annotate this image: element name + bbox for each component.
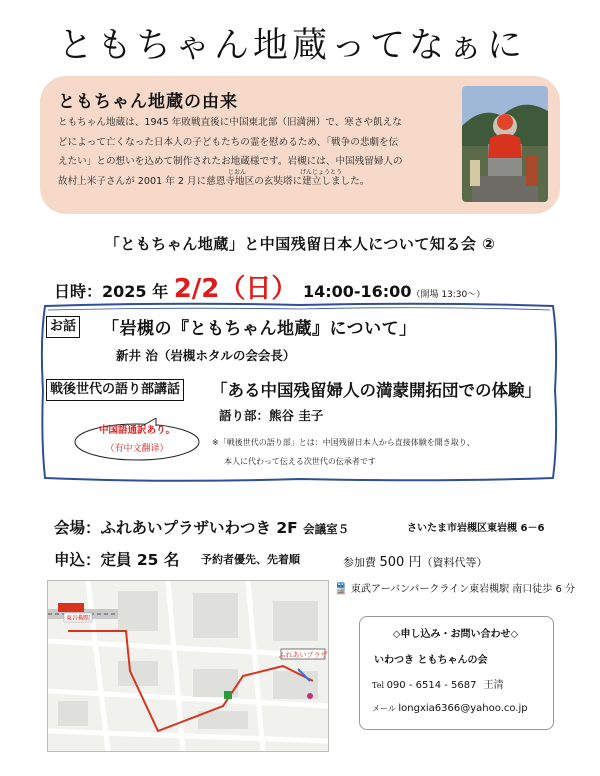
- origin-line: えたい」との想いを込めて制作されたお地蔵様です。岩槻には、中国残留婦人の: [58, 156, 403, 167]
- contact-org: いわつき ともちゃんの会: [374, 655, 488, 666]
- venue-address: さいたま市岩槻区東岩槻 6－6: [407, 523, 545, 534]
- talk1-speaker: 新井 治（岩槻ホタルの会会長）: [116, 348, 296, 363]
- talk2-speaker: 語り部：熊谷 圭子: [219, 408, 324, 423]
- train-icon: 🚆: [334, 582, 348, 595]
- map-station-label: 東岩槻駅: [65, 616, 91, 622]
- origin-line: ともちゃん地蔵は、1945 年敗戦直後に中国東北部（旧満洲）で、寒さや飢えな: [58, 117, 402, 128]
- fee: 参加費 500 円（資料代等）: [343, 555, 488, 570]
- interpretation-zh: （有中文翻译）: [105, 444, 169, 454]
- map-dest-label: ふれあいプラザ: [278, 652, 328, 659]
- origin-body: [58, 113, 462, 191]
- contact-tel: Tel 090 - 6514 - 5687 王清: [372, 680, 504, 691]
- badge-talk: お話: [46, 316, 80, 338]
- jizo-photo: [462, 86, 548, 202]
- doors-open: （開場 13:30～）: [411, 290, 486, 300]
- talk2-title: 「ある中国残留婦人の満蒙開拓団での体験」: [211, 381, 541, 400]
- event-date: 2/2（日）: [173, 274, 298, 304]
- page-title: ともちゃん地蔵ってなぁに: [58, 26, 527, 66]
- fee-amount: 500 円: [379, 555, 422, 570]
- fee-note: （資料代等）: [421, 556, 488, 569]
- origin-line: 故村上米子さんが 2001 年 2 月に慈恩寺地区の玄奘塔に建立しました。 じおん げんじょうとう: [58, 172, 462, 192]
- event-time: 14:00-16:00: [297, 282, 412, 301]
- ruby-genjo: げんじょうとう: [300, 168, 343, 176]
- contact-heading: ◇申し込み・お問い合わせ◇: [392, 629, 519, 640]
- contact-person: 王清: [483, 680, 504, 691]
- interpretation-ja: 中国語通訳あり。: [98, 425, 175, 436]
- apply-capacity: 申込：定員 25 名: [54, 551, 180, 569]
- talk1-title: 「岩槻の『ともちゃん地蔵』について」: [102, 319, 417, 339]
- access-info: 🚆 東武アーバンパークライン東岩槻駅 南口徒歩 6 分: [334, 582, 575, 595]
- ruby-jion: じおん: [228, 168, 247, 176]
- storyteller-note-2: 本人に代わって伝える次世代の伝承者です: [224, 457, 376, 466]
- area-map: [47, 580, 329, 752]
- date-prefix: 日時：2025 年: [54, 282, 174, 301]
- contact-email[interactable]: longxia6366@yahoo.co.jp: [398, 703, 528, 714]
- venue-room: 会議室５: [303, 522, 350, 536]
- venue: 会場：ふれあいプラザいわつき 2F 会議室５: [54, 519, 350, 537]
- badge-storyteller: 戦後世代の語り部講話: [46, 379, 184, 401]
- origin-line: どによって亡くなった日本人の子どもたちの霊を慰めるため、「戦争の悲劇を伝: [58, 136, 399, 148]
- storyteller-note-1: ※「戦後世代の語り部」とは：中国残留日本人から直接体験を聞き取り、: [212, 438, 475, 447]
- apply-priority: 予約者優先、先着順: [201, 553, 300, 566]
- contact-mail: メール longxia6366@yahoo.co.jp: [372, 703, 528, 714]
- contact-tel-number[interactable]: 090 - 6514 - 5687: [386, 680, 477, 691]
- event-title: 「ともちゃん地蔵」と中国残留日本人について知る会 ②: [104, 235, 496, 253]
- origin-heading: ともちゃん地蔵の由来: [58, 92, 238, 112]
